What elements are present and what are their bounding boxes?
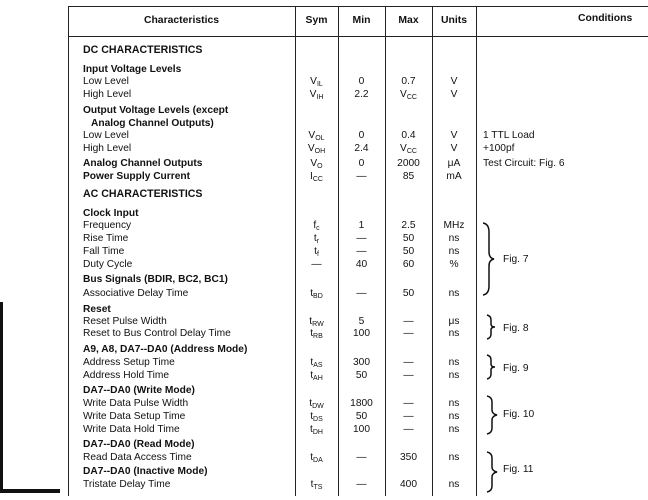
symbol-main: V: [309, 89, 317, 100]
symbol-main: t: [310, 357, 314, 368]
header-rule: [68, 36, 648, 37]
row-units: ns: [448, 398, 460, 409]
max-main: —: [403, 411, 414, 422]
row-units: ns: [448, 328, 460, 339]
row-label: Reset to Bus Control Delay Time: [83, 328, 231, 339]
row-condition: Test Circuit: Fig. 6: [483, 158, 565, 169]
row-symbol: [295, 157, 338, 171]
header-max: Max: [398, 15, 419, 26]
row-label: Rise Time: [83, 233, 129, 244]
binding-edge: [0, 302, 3, 492]
symbol-main: V: [308, 130, 316, 141]
ac-section-title: AC CHARACTERISTICS: [83, 188, 203, 200]
row-max: [385, 410, 432, 423]
brace-fig10-icon: [485, 395, 499, 435]
symbol-main: t: [310, 424, 313, 435]
symbol-subscript: CC: [312, 176, 323, 183]
symbol-subscript: DH: [312, 429, 323, 436]
max-main: 0.4: [401, 130, 416, 141]
row-max: [385, 369, 432, 382]
row-max: [385, 287, 432, 300]
row-min: 100: [353, 424, 370, 435]
row-label: Fall Time: [83, 246, 125, 257]
row-max: [385, 129, 432, 142]
row-max: [385, 75, 432, 88]
row-symbol: [295, 369, 338, 383]
row-min: 2.4: [354, 143, 369, 154]
row-label: Reset Pulse Width: [83, 316, 167, 327]
symbol-subscript: AS: [313, 362, 323, 369]
group-input-voltage: Input Voltage Levels: [83, 64, 182, 75]
row-units: ns: [448, 452, 460, 463]
group-reset: Reset: [83, 304, 111, 315]
max-main: —: [403, 398, 414, 409]
symbol-main: —: [311, 259, 322, 270]
max-main: —: [403, 316, 414, 327]
symbol-main: t: [310, 452, 314, 463]
row-symbol: [295, 129, 338, 143]
symbol-subscript: IH: [316, 94, 324, 101]
symbol-subscript: c: [316, 225, 320, 232]
binding-edge-foot: [0, 489, 60, 493]
symbol-main: t: [309, 316, 313, 327]
symbol-subscript: RB: [313, 333, 323, 340]
symbol-main: t: [314, 246, 317, 257]
symbol-main: t: [310, 328, 314, 339]
max-main: 50: [402, 233, 415, 244]
max-main: 350: [400, 452, 417, 463]
max-main: 50: [402, 246, 415, 257]
max-subscript: CC: [406, 148, 417, 155]
symbol-subscript: O: [317, 163, 323, 170]
group-write-mode: DA7--DA0 (Write Mode): [83, 385, 195, 396]
row-label: Frequency: [83, 220, 132, 231]
symbol-main: V: [310, 158, 318, 169]
row-label: Write Data Pulse Width: [83, 398, 189, 409]
row-symbol: [295, 75, 338, 89]
row-min: 2.2: [354, 89, 369, 100]
row-min: —: [356, 171, 367, 182]
row-units: ns: [448, 233, 460, 244]
row-symbol: [295, 142, 338, 156]
row-symbol: [295, 397, 338, 411]
fig10-label: Fig. 10: [503, 409, 535, 420]
row-min: —: [356, 246, 367, 257]
row-label: Write Data Hold Time: [83, 424, 180, 435]
symbol-subscript: BD: [313, 293, 323, 300]
max-main: —: [403, 357, 414, 368]
row-units: mA: [446, 171, 462, 182]
row-label: High Level: [83, 89, 132, 100]
row-units: V: [450, 89, 458, 100]
row-units: ns: [448, 479, 460, 490]
row-units: ns: [448, 288, 460, 299]
symbol-subscript: RW: [312, 321, 324, 328]
header-units: Units: [441, 15, 467, 26]
row-min: 50: [355, 370, 368, 381]
row-max: [385, 232, 432, 245]
row-label: Address Setup Time: [83, 357, 175, 368]
conditions-col-rule: [476, 6, 477, 496]
row-units: μA: [447, 158, 461, 169]
row-label: High Level: [83, 143, 132, 154]
row-units: %: [449, 259, 459, 270]
row-min: —: [356, 233, 367, 244]
symbol-subscript: OL: [315, 135, 325, 142]
max-main: —: [403, 370, 414, 381]
max-main: 60: [402, 259, 415, 270]
max-main: 2.5: [401, 220, 416, 231]
row-max: [385, 423, 432, 436]
row-units: MHz: [443, 220, 465, 231]
row-symbol: [295, 245, 338, 259]
row-units: V: [450, 130, 458, 141]
max-main: V: [400, 143, 407, 154]
row-label: Power Supply Current: [83, 171, 190, 182]
max-main: V: [400, 89, 407, 100]
row-units: μs: [448, 316, 460, 327]
row-units: ns: [448, 370, 460, 381]
row-max: [385, 258, 432, 271]
row-label: Low Level: [83, 76, 129, 87]
symbol-main: t: [313, 233, 317, 244]
row-symbol: [295, 478, 338, 492]
row-condition: 1 TTL Load: [483, 130, 535, 141]
row-min: 300: [353, 357, 370, 368]
row-max: [385, 356, 432, 369]
max-subscript: CC: [406, 94, 417, 101]
row-label: Tristate Delay Time: [83, 479, 171, 490]
row-units: ns: [448, 411, 460, 422]
symbol-main: V: [307, 143, 315, 154]
row-min: 50: [355, 411, 368, 422]
row-symbol: [295, 232, 338, 246]
row-units: V: [450, 76, 458, 87]
row-max: [385, 478, 432, 491]
row-min: —: [356, 479, 367, 490]
row-condition: +100pf: [483, 143, 515, 154]
row-symbol: [295, 88, 338, 102]
row-label: Write Data Setup Time: [83, 411, 186, 422]
row-label: Associative Delay Time: [83, 288, 189, 299]
row-min: 0: [358, 130, 365, 141]
dc-section-title: DC CHARACTERISTICS: [83, 44, 203, 56]
row-max: [385, 327, 432, 340]
symbol-subscript: OH: [314, 148, 326, 155]
fig7-label: Fig. 7: [503, 254, 529, 265]
row-symbol: [295, 170, 338, 184]
fig8-label: Fig. 8: [503, 323, 529, 334]
row-label: Low Level: [83, 130, 129, 141]
row-symbol: [295, 219, 338, 233]
row-max: [385, 451, 432, 464]
symbol-subscript: AH: [313, 375, 323, 382]
max-main: —: [403, 424, 414, 435]
row-symbol: [295, 410, 338, 424]
symbol-subscript: IL: [316, 81, 323, 88]
group-output-voltage-line1: Output Voltage Levels (except: [83, 105, 229, 116]
row-symbol: [295, 258, 338, 271]
group-output-voltage-line2: Analog Channel Outputs): [91, 118, 214, 129]
symbol-main: t: [310, 479, 314, 490]
row-min: 40: [355, 259, 368, 270]
row-label: Read Data Access Time: [83, 452, 192, 463]
max-main: 2000: [397, 158, 420, 169]
symbol-main: V: [310, 76, 317, 87]
symbol-main: t: [309, 398, 313, 409]
row-units: ns: [448, 246, 460, 257]
row-min: 1: [358, 220, 365, 231]
symbol-main: f: [313, 220, 317, 231]
row-units: ns: [448, 424, 460, 435]
max-main: 85: [402, 171, 415, 182]
row-min: 5: [358, 316, 365, 327]
row-label: Address Hold Time: [83, 370, 170, 381]
row-max: [385, 170, 432, 183]
row-symbol: [295, 423, 338, 437]
header-characteristics: Characteristics: [143, 15, 220, 26]
table-top-rule: [68, 6, 648, 7]
symbol-subscript: r: [316, 238, 320, 245]
fig11-label: Fig. 11: [503, 464, 534, 475]
row-max: [385, 142, 432, 156]
brace-fig11-icon: [485, 451, 499, 493]
row-max: [385, 88, 432, 102]
group-clock-input: Clock Input: [83, 208, 139, 219]
row-min: 0: [358, 76, 365, 87]
row-label: Duty Cycle: [83, 259, 133, 270]
row-max: [385, 157, 432, 170]
group-read-mode: DA7--DA0 (Read Mode): [83, 439, 195, 450]
symbol-subscript: f: [316, 251, 319, 258]
row-min: —: [356, 452, 367, 463]
group-bus-signals: Bus Signals (BDIR, BC2, BC1): [83, 274, 228, 285]
header-min: Min: [352, 15, 371, 26]
fig9-label: Fig. 9: [503, 363, 529, 374]
symbol-main: t: [310, 370, 314, 381]
symbol-main: I: [310, 171, 313, 182]
row-max: [385, 219, 432, 232]
max-main: 50: [402, 288, 415, 299]
symbol-subscript: DA: [313, 457, 323, 464]
symbol-subscript: TS: [313, 484, 323, 491]
max-main: 400: [400, 479, 417, 490]
symbol-main: t: [310, 288, 314, 299]
group-address-mode: A9, A8, DA7--DA0 (Address Mode): [83, 344, 248, 355]
header-conditions: Conditions: [578, 13, 633, 24]
row-min: 100: [353, 328, 370, 339]
table-left-rule: [68, 6, 69, 496]
row-units: ns: [448, 357, 460, 368]
row-symbol: [295, 327, 338, 341]
symbol-subscript: DS: [313, 416, 323, 423]
row-symbol: [295, 356, 338, 370]
row-label: Analog Channel Outputs: [83, 158, 203, 169]
symbol-subscript: DW: [312, 403, 324, 410]
header-sym: Sym: [305, 15, 328, 26]
row-units: V: [450, 143, 458, 154]
row-min: —: [356, 288, 367, 299]
row-symbol: [295, 287, 338, 301]
max-main: —: [403, 328, 414, 339]
row-min: 0: [358, 158, 365, 169]
group-inactive-mode: DA7--DA0 (Inactive Mode): [83, 466, 208, 477]
row-symbol: [295, 451, 338, 465]
max-main: 0.7: [401, 76, 416, 87]
symbol-main: t: [310, 411, 314, 422]
brace-fig8-icon: [485, 314, 497, 340]
row-max: [385, 245, 432, 258]
row-min: 1800: [350, 398, 373, 409]
brace-fig7-icon: [481, 222, 495, 296]
brace-fig9-icon: [485, 354, 497, 380]
row-max: [385, 397, 432, 410]
